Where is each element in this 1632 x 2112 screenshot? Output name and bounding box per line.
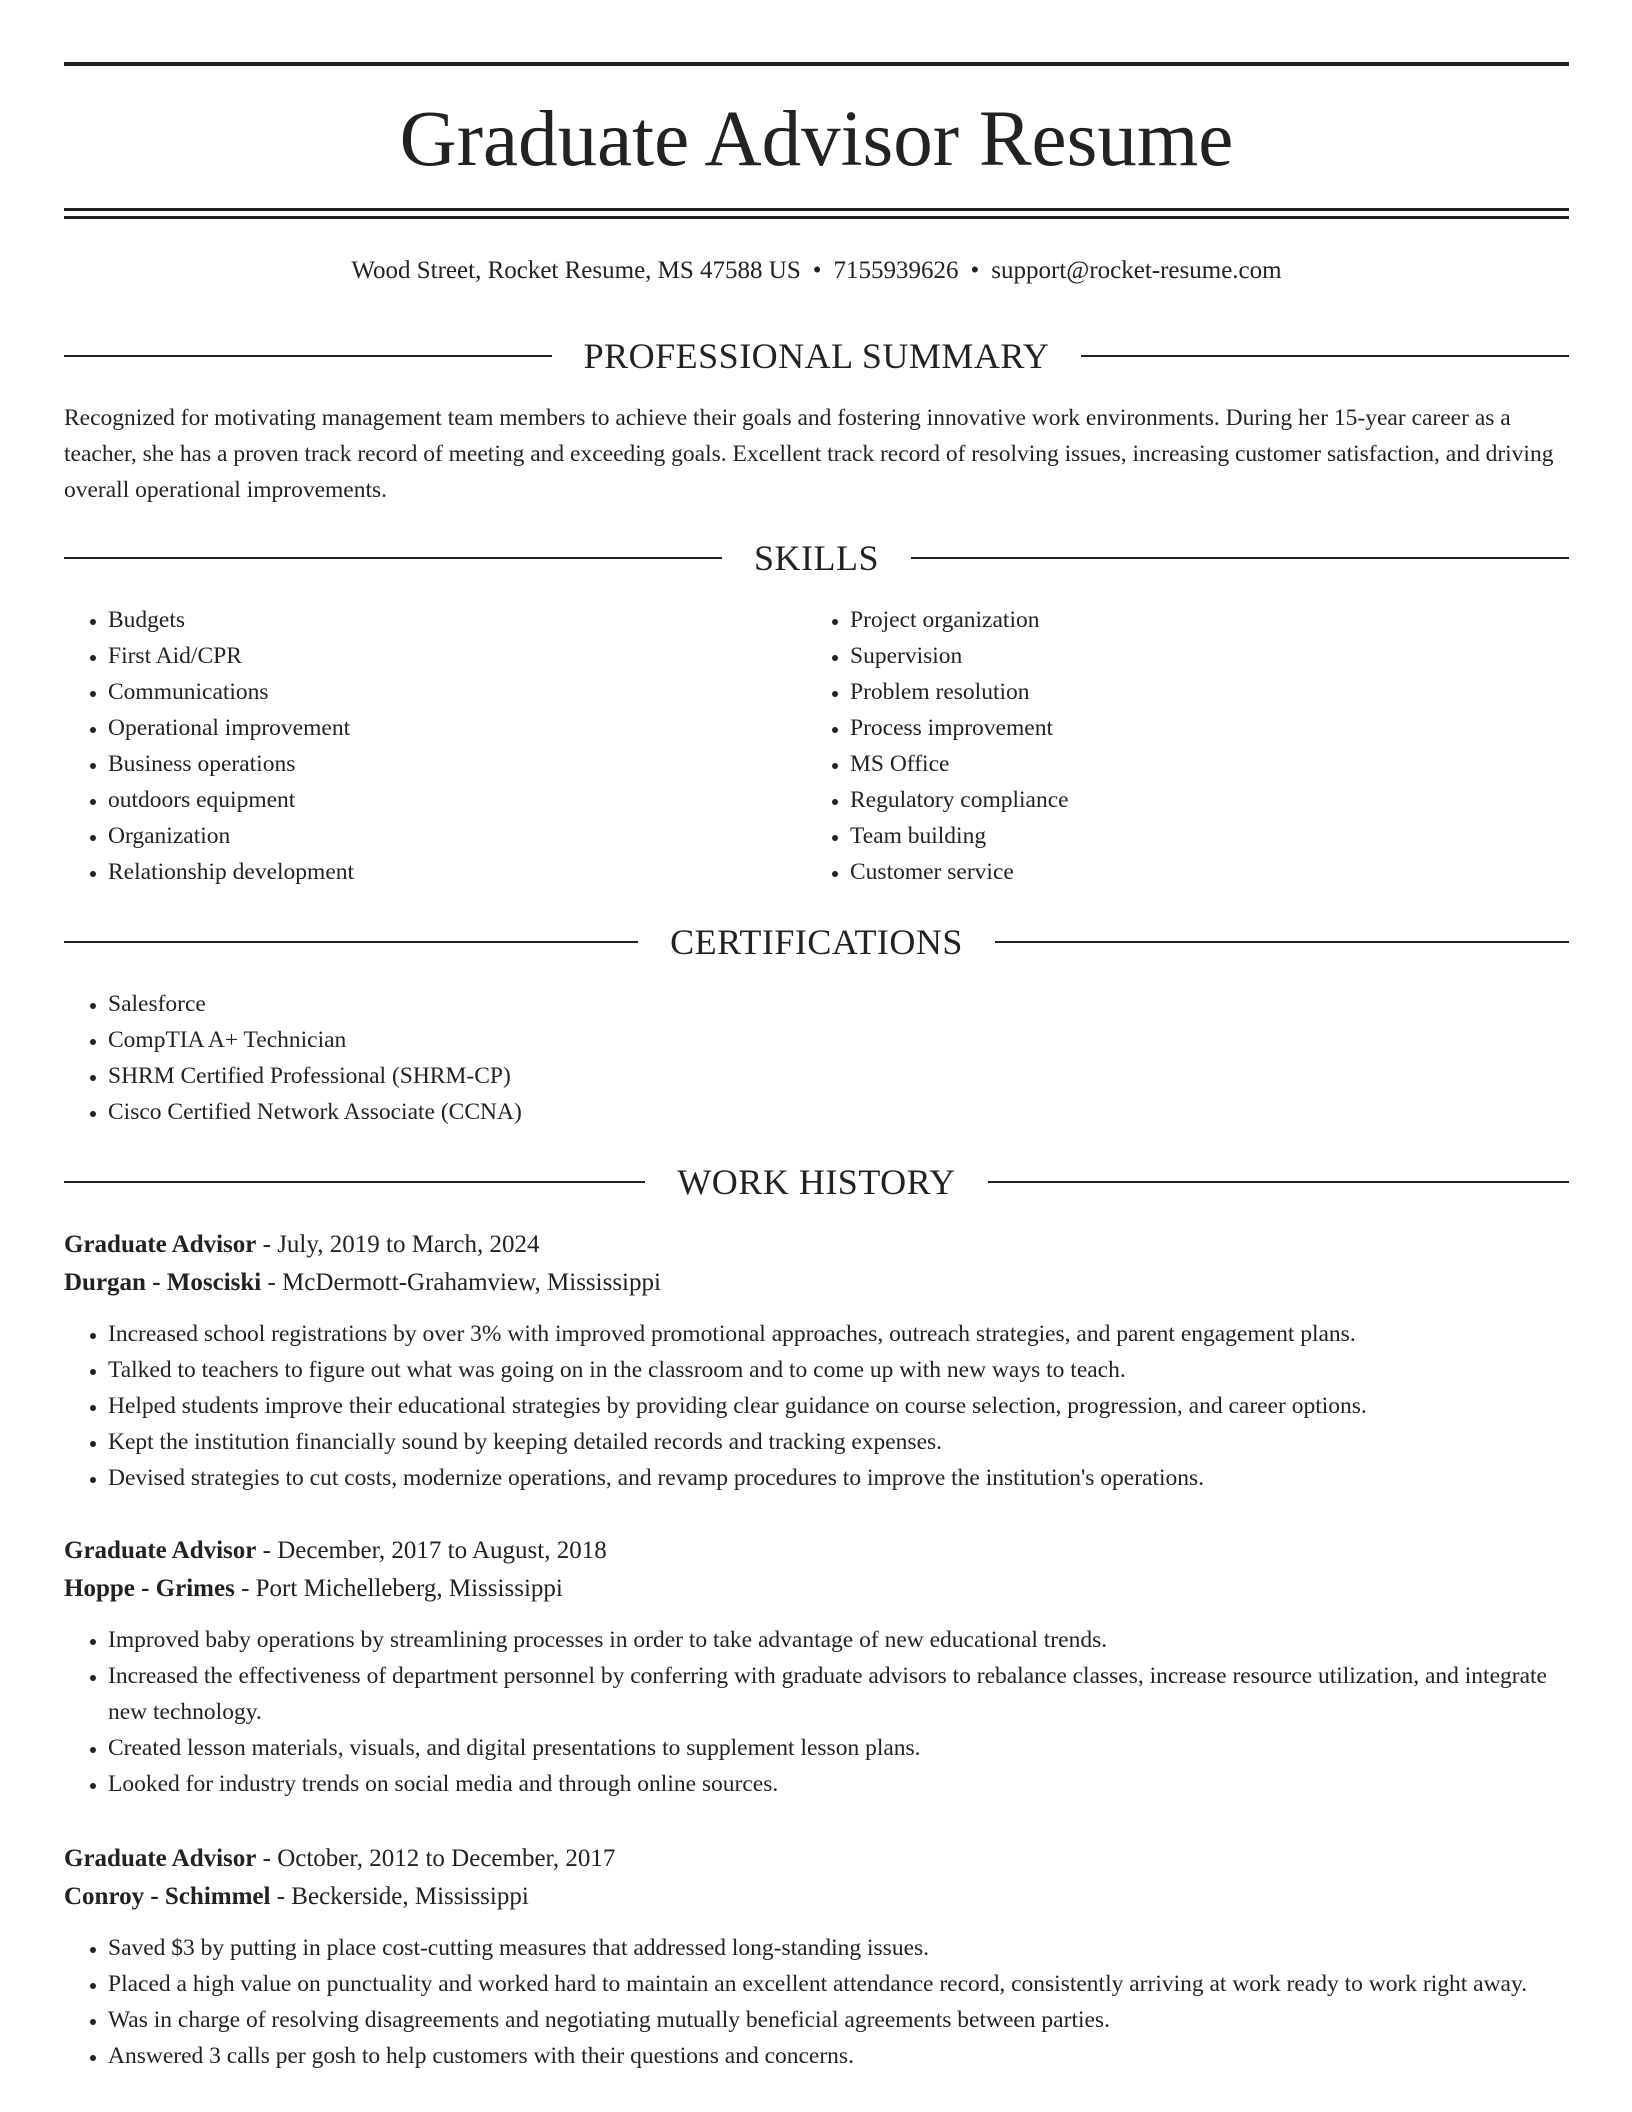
certifications-list [64,986,1569,1130]
skills-list-right [806,602,1546,890]
job-bullet: • Was in charge of resolving disagreements and negotiating mutually beneficial agreements between parties. [108,2002,1569,2038]
job-entry [64,1532,1569,1802]
job-company-line [64,1264,1569,1302]
contact-address: Wood Street, Rocket Resume, MS 47588 US [351,257,801,284]
summary-text: Recognized for motivating management team members to achieve their goals and fostering innovative work environments. During her 15-year career as a teacher, she has a proven track record of meeting and exceeding goals. Excellent track record of resolving issues, increasing customer satisfaction, and driving overall operational improvements. [64,405,1554,503]
job-title: Graduate Advisor [64,1231,257,1258]
job-location: - Beckerside, Mississippi [270,1883,529,1910]
skill-item: • outdoors equipment [108,782,804,818]
job-company-line [64,1570,1569,1608]
job-dates: - October, 2012 to December, 2017 [256,1845,616,1872]
skill-item: • MS Office [850,746,1546,782]
job-title: Graduate Advisor [64,1537,257,1564]
divider [1081,355,1569,357]
job-dates: - July, 2019 to March, 2024 [256,1231,540,1258]
skill-item: • Customer service [850,854,1546,890]
job-entry [64,1226,1569,1496]
contact-line [64,254,1569,288]
job-bullet: • Saved $3 by putting in place cost-cutting measures that addressed long-standing issues. [108,1930,1569,1966]
job-bullets [64,1930,1569,2074]
job-bullet: • Talked to teachers to figure out what was going on in the classroom and to come up with new ways to teach. [108,1352,1569,1388]
job-bullets [64,1316,1569,1496]
job-bullet: • Increased school registrations by over 3% with improved promotional approaches, outreach strategies, and parent engagement plans. [108,1316,1569,1352]
section-header-skills [64,538,1569,578]
job-company-line [64,1878,1569,1916]
job-bullet: • Answered 3 calls per gosh to help customers with their questions and concerns. [108,2038,1569,2074]
job-location: - Port Michelleberg, Mississippi [234,1575,563,1602]
job-dates: - December, 2017 to August, 2018 [256,1537,607,1564]
skills-column-left [64,602,804,890]
job-bullet: • Looked for industry trends on social media and through online sources. [108,1766,1569,1802]
top-rule [64,62,1569,66]
skill-item: • Organization [108,818,804,854]
skill-item: • Problem resolution [850,674,1546,710]
job-bullets [64,1622,1569,1802]
skill-item: • Operational improvement [108,710,804,746]
job-title: Graduate Advisor [64,1845,257,1872]
section-header-certifications [64,922,1569,962]
section-header-summary [64,336,1569,376]
skills-column-right [806,602,1546,890]
contact-separator: • [970,257,980,284]
section-title: WORK HISTORY [677,1162,956,1202]
section-title: PROFESSIONAL SUMMARY [583,336,1050,376]
certification-item: • Salesforce [108,986,1569,1022]
divider [988,1181,1569,1183]
job-entry [64,1840,1569,2074]
section-title: SKILLS [754,538,880,578]
skill-item: • Supervision [850,638,1546,674]
skill-item: • Business operations [108,746,804,782]
job-bullet: • Improved baby operations by streamlining processes in order to take advantage of new educational trends. [108,1622,1569,1658]
job-bullet: • Increased the effectiveness of department personnel by conferring with graduate advisors to rebalance classes, increase resource utilization, and integrate new technology. [108,1658,1569,1730]
job-company: Durgan - Mosciski [64,1269,262,1296]
job-bullet: • Helped students improve their educational strategies by providing clear guidance on course selection, progression, and career options. [108,1388,1569,1424]
job-bullet: • Kept the institution financially sound by keeping detailed records and tracking expenses. [108,1424,1569,1460]
certification-item: • CompTIA A+ Technician [108,1022,1569,1058]
divider [64,941,638,943]
job-title-line [64,1226,1569,1264]
job-title-line [64,1840,1569,1878]
section-title: CERTIFICATIONS [670,922,963,962]
resume-title: Graduate Advisor Resume [399,96,1234,183]
skill-item: • Project organization [850,602,1546,638]
job-location: - McDermott-Grahamview, Mississippi [261,1269,661,1296]
skill-item: • Budgets [108,602,804,638]
skill-item: • Communications [108,674,804,710]
certifications-block [64,986,1569,1130]
skill-item: • First Aid/CPR [108,638,804,674]
double-rule [64,208,1569,219]
divider [64,1181,645,1183]
divider [64,557,722,559]
divider [911,557,1569,559]
skills-list-left [64,602,804,890]
divider [64,355,552,357]
job-bullet: • Devised strategies to cut costs, modernize operations, and revamp procedures to improve the institution's operations. [108,1460,1569,1496]
skill-item: • Team building [850,818,1546,854]
job-title-line [64,1532,1569,1570]
certification-item: • SHRM Certified Professional (SHRM-CP) [108,1058,1569,1094]
divider [995,941,1569,943]
skill-item: • Regulatory compliance [850,782,1546,818]
contact-separator: • [812,257,822,284]
job-bullet: • Created lesson materials, visuals, and digital presentations to supplement lesson plans. [108,1730,1569,1766]
section-header-work-history [64,1162,1569,1202]
job-company: Conroy - Schimmel [64,1883,271,1910]
certification-item: • Cisco Certified Network Associate (CCNA) [108,1094,1569,1130]
skill-item: • Process improvement [850,710,1546,746]
contact-email: support@rocket-resume.com [991,257,1282,284]
job-bullet: • Placed a high value on punctuality and worked hard to maintain an excellent attendance record, consistently arriving at work ready to work right away. [108,1966,1569,2002]
job-company: Hoppe - Grimes [64,1575,235,1602]
contact-phone: 7155939626 [833,257,959,284]
skill-item: • Relationship development [108,854,804,890]
